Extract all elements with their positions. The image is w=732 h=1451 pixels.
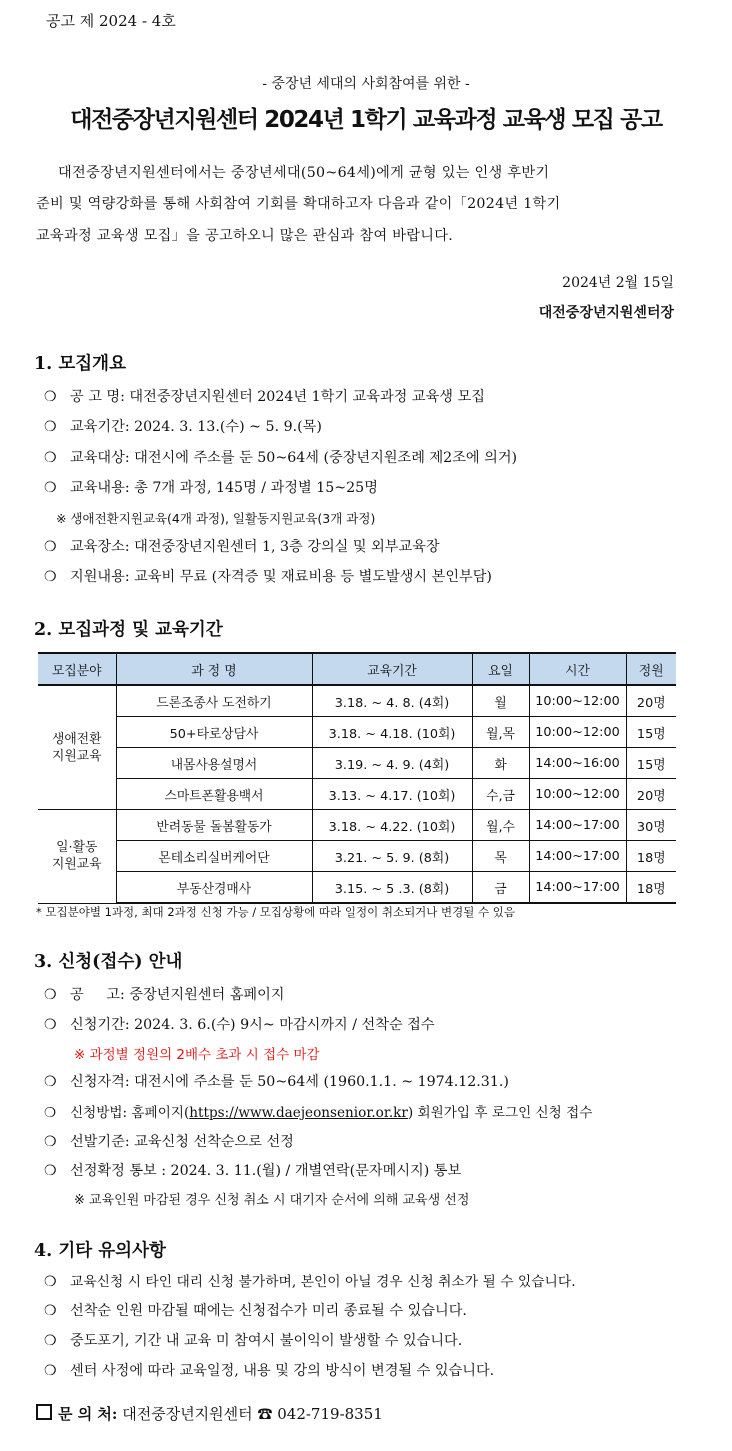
circle-bullet-icon: ❍ — [44, 1163, 57, 1179]
circle-bullet-icon: ❍ — [44, 539, 57, 555]
table-row — [38, 748, 676, 779]
list-item: ❍ 지원내용: 교육비 무료 (자격증 및 재료비용 등 별도발생시 본인부담) — [44, 569, 492, 585]
circle-bullet-icon: ❍ — [44, 1134, 57, 1150]
category-cell: 생애전환 지원교육 — [38, 685, 116, 810]
column-header: 정원 — [626, 653, 676, 685]
waitlist-note: ※ 교육인원 마감된 경우 신청 취소 시 대기자 순서에 의해 교육생 선정 — [74, 1193, 470, 1208]
list-item: ❍ 공 고 명: 대전중장년지원센터 2024년 1학기 교육과정 교육생 모집 — [44, 389, 485, 405]
list-item: ❍ 신청방법: 홈페이지(https://www.daejeonsenior.or.kr) 회원가입 후 로그인 신청 접수 — [44, 1105, 593, 1121]
section-title-application: 3. 신청(접수) 안내 — [34, 952, 183, 972]
column-header: 시간 — [529, 653, 626, 685]
contact-label: 문 의 처: — [58, 1405, 118, 1423]
circle-bullet-icon: ❍ — [44, 569, 57, 585]
course-time: 10:00~12:00 — [529, 685, 626, 717]
course-time: 10:00~12:00 — [529, 779, 626, 810]
course-day: 화 — [472, 748, 529, 779]
course-day: 월,목 — [472, 717, 529, 748]
course-period: 3.19. ~ 4. 9. (4회) — [312, 748, 472, 779]
course-day: 금 — [472, 872, 529, 904]
circle-bullet-icon: ❍ — [44, 1017, 57, 1033]
list-item: ❍ 교육대상: 대전시에 주소를 둔 50~64세 (중장년지원조례 제2조에 의거) — [44, 450, 518, 466]
list-item: ❍ 선발기준: 교육신청 선착순으로 선정 — [44, 1134, 294, 1150]
course-name: 몬테소리실버케어단 — [116, 841, 312, 872]
table-footnote: * 모집분야별 1과정, 최대 2과정 신청 가능 / 모집상황에 따라 일정이 취소되거나 변경될 수 있음 — [36, 905, 516, 919]
column-header: 교육기간 — [312, 653, 472, 685]
course-capacity: 30명 — [626, 810, 676, 841]
circle-bullet-icon: ❍ — [44, 480, 57, 496]
circle-bullet-icon: ❍ — [44, 1274, 57, 1290]
course-name: 내몸사용설명서 — [116, 748, 312, 779]
list-item: ❍ 선정확정 통보 : 2024. 3. 11.(월) / 개별연락(문자메시지) 통보 — [44, 1163, 462, 1179]
issue-date: 2024년 2월 15일 — [562, 275, 674, 291]
contact-line — [36, 1403, 383, 1424]
issuer: 대전중장년지원센터장 — [538, 305, 674, 321]
course-capacity: 18명 — [626, 872, 676, 904]
table-row — [38, 717, 676, 748]
list-item: ❍ 신청자격: 대전시에 주소를 둔 50~64세 (1960.1.1. ~ 1974.12.31.) — [44, 1074, 509, 1090]
course-name: 부동산경매사 — [116, 872, 312, 904]
notice-number: 공고 제 2024 - 4호 — [46, 12, 176, 30]
intro-line-3: 교육과정 교육생 모집」을 공고하오니 많은 관심과 참여 바랍니다. — [36, 228, 454, 244]
course-name: 반려동물 돌봄활동가 — [116, 810, 312, 841]
list-item: ❍ 교육장소: 대전중장년지원센터 1, 3층 강의실 및 외부교육장 — [44, 539, 440, 555]
list-item: ❍ 센터 사정에 따라 교육일정, 내용 및 강의 방식이 변경될 수 있습니다. — [44, 1363, 495, 1379]
course-capacity: 18명 — [626, 841, 676, 872]
course-table — [38, 652, 676, 904]
circle-bullet-icon: ❍ — [44, 1105, 57, 1121]
table-row — [38, 872, 676, 904]
course-day: 월,수 — [472, 810, 529, 841]
course-period: 3.18. ~ 4.18. (10회) — [312, 717, 472, 748]
course-time: 10:00~12:00 — [529, 717, 626, 748]
course-period: 3.15. ~ 5 .3. (8회) — [312, 872, 472, 904]
column-header: 과 정 명 — [116, 653, 312, 685]
page-title: 대전중장년지원센터 2024년 1학기 교육과정 교육생 모집 공고 — [70, 107, 662, 133]
list-item: ❍ 선착순 인원 마감될 때에는 신청접수가 미리 종료될 수 있습니다. — [44, 1303, 467, 1319]
course-time: 14:00~17:00 — [529, 841, 626, 872]
course-capacity: 20명 — [626, 779, 676, 810]
course-period: 3.13. ~ 4.17. (10회) — [312, 779, 472, 810]
section-title-overview: 1. 모집개요 — [34, 354, 126, 374]
column-header: 요일 — [472, 653, 529, 685]
contact-phone: 042-719-8351 — [277, 1405, 383, 1423]
table-row — [38, 810, 676, 841]
course-period: 3.21. ~ 5. 9. (8회) — [312, 841, 472, 872]
category-cell: 일·활동 지원교육 — [38, 810, 116, 904]
list-item: ❍ 신청기간: 2024. 3. 6.(수) 9시~ 마감시까지 / 선착순 접수 — [44, 1017, 435, 1033]
course-capacity: 15명 — [626, 748, 676, 779]
course-name: 50+타로상담사 — [116, 717, 312, 748]
intro-line-2: 준비 및 역량강화를 통해 사회참여 기회를 확대하고자 다음과 같이「2024년 1학기 — [36, 196, 561, 212]
circle-bullet-icon: ❍ — [44, 450, 57, 466]
course-name: 드론조종사 도전하기 — [116, 685, 312, 717]
list-item: ❍ 공 고: 중장년지원센터 홈페이지 — [44, 987, 285, 1003]
contact-org: 대전중장년지원센터 — [122, 1405, 253, 1423]
course-time: 14:00~17:00 — [529, 810, 626, 841]
table-row — [38, 841, 676, 872]
course-day: 목 — [472, 841, 529, 872]
table-row — [38, 685, 676, 717]
deadline-note: ※ 과정별 정원의 2배수 초과 시 접수 마감 — [74, 1047, 320, 1063]
course-capacity: 20명 — [626, 685, 676, 717]
course-time: 14:00~16:00 — [529, 748, 626, 779]
section-title-courses: 2. 모집과정 및 교육기간 — [34, 620, 223, 640]
course-name: 스마트폰활용백서 — [116, 779, 312, 810]
circle-bullet-icon: ❍ — [44, 987, 57, 1003]
course-capacity: 15명 — [626, 717, 676, 748]
course-period: 3.18. ~ 4.22. (10회) — [312, 810, 472, 841]
circle-bullet-icon: ❍ — [44, 419, 57, 435]
section-title-notes: 4. 기타 유의사항 — [34, 1241, 166, 1261]
phone-icon: ☎ — [257, 1405, 273, 1423]
table-header-row — [38, 653, 676, 685]
checkbox-square-icon — [36, 1404, 52, 1420]
course-day: 수,금 — [472, 779, 529, 810]
column-header: 모집분야 — [38, 653, 116, 685]
list-item: ❍ 교육신청 시 타인 대리 신청 불가하며, 본인이 아닐 경우 신청 취소가 될 수 있습니다. — [44, 1274, 576, 1290]
circle-bullet-icon: ❍ — [44, 1333, 57, 1349]
circle-bullet-icon: ❍ — [44, 1303, 57, 1319]
program-note: ※ 생애전환지원교육(4개 과정), 일활동지원교육(3개 과정) — [56, 511, 376, 526]
course-day: 월 — [472, 685, 529, 717]
list-item: ❍ 중도포기, 기간 내 교육 미 참여시 불이익이 발생할 수 있습니다. — [44, 1333, 463, 1349]
course-period: 3.18. ~ 4. 8. (4회) — [312, 685, 472, 717]
circle-bullet-icon: ❍ — [44, 1363, 57, 1379]
intro-line-1: 대전중장년지원센터에서는 중장년세대(50~64세)에게 균형 있는 인생 후반기 — [58, 165, 550, 181]
circle-bullet-icon: ❍ — [44, 389, 57, 405]
circle-bullet-icon: ❍ — [44, 1074, 57, 1090]
homepage-link[interactable]: https://www.daejeonsenior.or.kr — [189, 1105, 408, 1121]
list-item: ❍ 교육기간: 2024. 3. 13.(수) ~ 5. 9.(목) — [44, 419, 322, 435]
table-row — [38, 779, 676, 810]
list-item: ❍ 교육내용: 총 7개 과정, 145명 / 과정별 15~25명 — [44, 480, 378, 496]
course-time: 14:00~17:00 — [529, 872, 626, 904]
subtitle: - 중장년 세대의 사회참여를 위한 - — [262, 76, 470, 92]
